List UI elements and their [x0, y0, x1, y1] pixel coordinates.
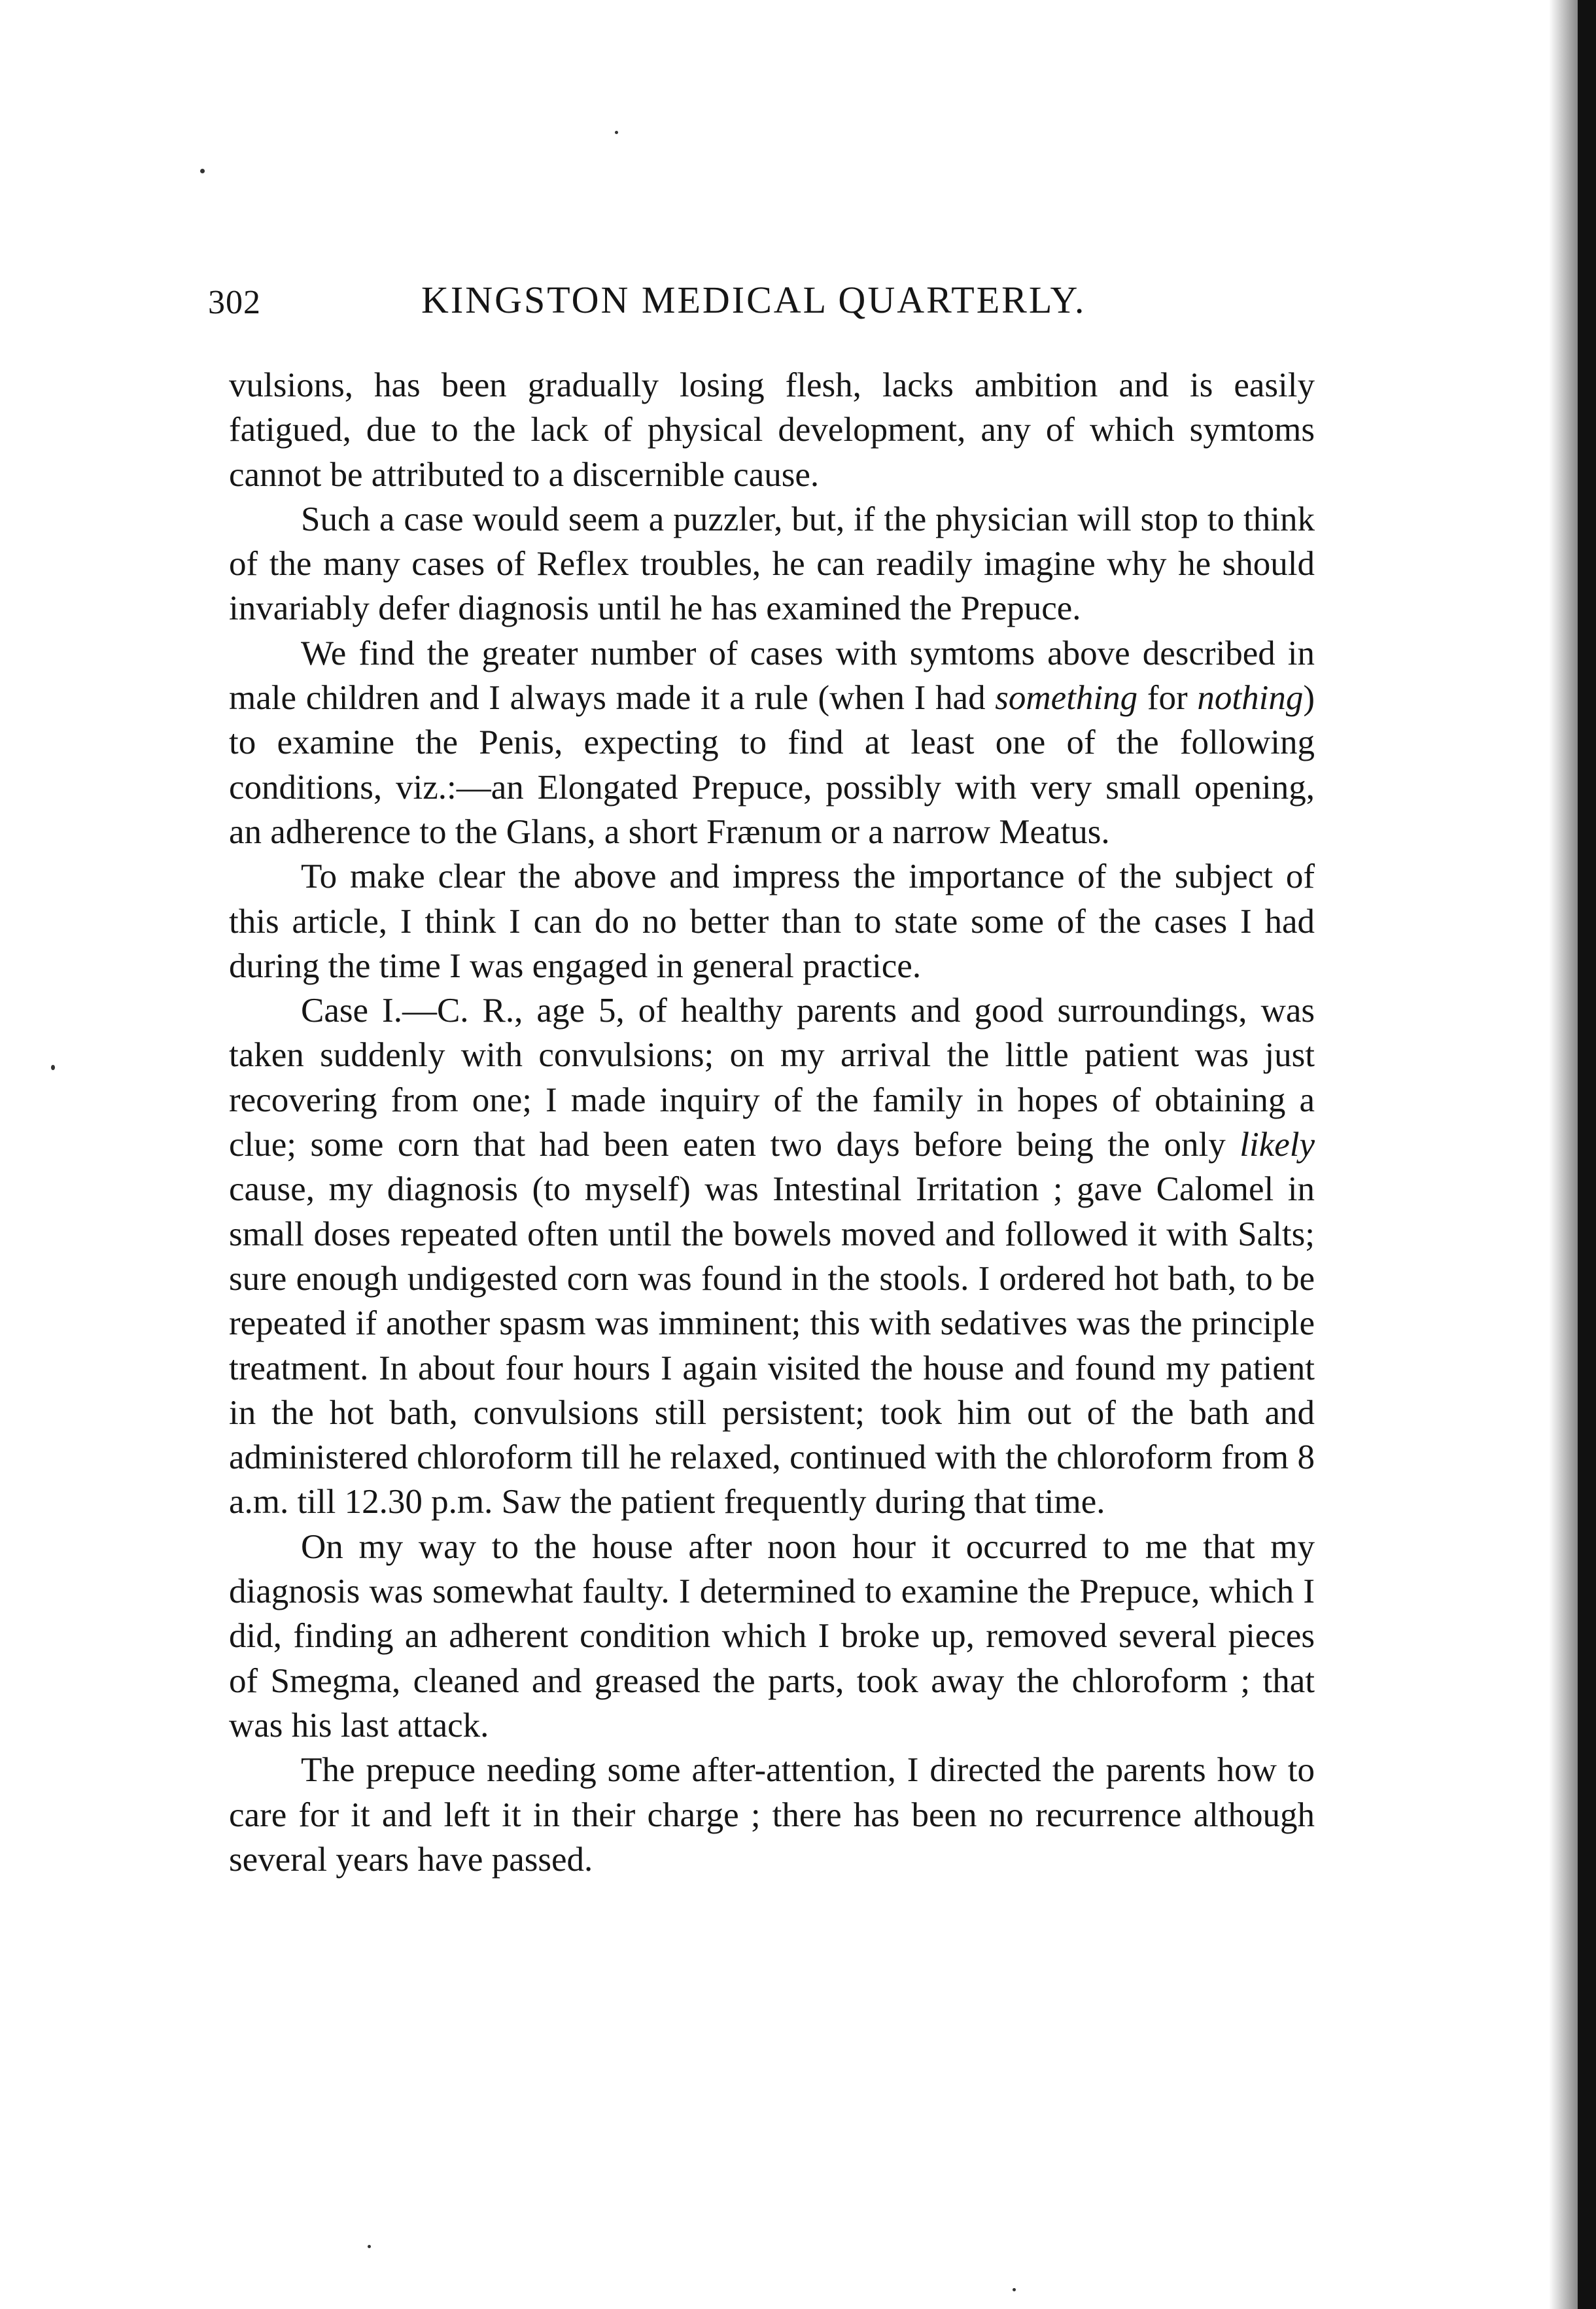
scan-speck: [200, 169, 205, 173]
paragraph: [229, 988, 1315, 1525]
scan-edge-shadow: [1549, 0, 1578, 2309]
scan-speck: [615, 131, 618, 134]
paragraph-text: The prepuce needing some after-attention, I directed the parents how to care for it and left it in their charge ; there has been no recurrence although several years have passed.: [229, 1751, 1315, 1879]
paragraph-text: On my way to the house after noon hour it occurred to me that my diagnosis was somewhat faulty. I determined to examine the Prepuce, which I did, finding an adherent condition which I broke up, removed several pieces of Smegma, cleaned and greased the parts, took away the chloroform ; that was his last attack.: [229, 1527, 1315, 1745]
article-body: [229, 363, 1315, 1882]
italic-text: nothing: [1197, 679, 1304, 718]
paragraph: [229, 1748, 1315, 1882]
paragraph: [229, 497, 1315, 631]
italic-text: something: [995, 679, 1138, 718]
paragraph-text: for: [1137, 679, 1198, 718]
paragraph-text: vulsions, has been gradually losing flesh, lacks ambition and is easily fatigued, due to the lack of physical development, any of which symtoms cannot be attributed to a discernible cause.: [229, 366, 1315, 494]
scan-speck: [51, 1065, 55, 1070]
paragraph: [229, 1525, 1315, 1748]
paragraph-text: Case I.—C. R., age 5, of healthy parents and good surroundings, was taken suddenly with convulsions; on my arrival the little patient was just recovering from one; I made inquiry of the family in hopes of obtaining a clue; some corn that had been eaten two days before being the only: [229, 992, 1315, 1164]
paragraph: [229, 854, 1315, 988]
page-number: 302: [208, 284, 261, 321]
paragraph-text: ) to examine the Penis, expecting to find at least one of the following conditions, viz.:—an Elongated Prepuce, possibly with very small opening, an adherence to the Glans, a short Frænum or a narrow Meatus.: [229, 679, 1315, 851]
paragraph-text: We find the greater number of cases with symtoms above described in male children and I always made it a rule (when I had: [229, 634, 1315, 718]
paragraph: [229, 363, 1315, 497]
running-head: KINGSTON MEDICAL QUARTERLY.: [421, 279, 1086, 321]
paragraph-text: Such a case would seem a puzzler, but, if the physician will stop to think of the many cases of Reflex troubles, he can readily imagine why he should invariably defer diagnosis until he has examined the Prepuce.: [229, 500, 1315, 628]
scan-speck: [368, 2245, 371, 2248]
page-header: [208, 278, 1320, 324]
paragraph-text: cause, my diagnosis (to myself) was Intestinal Irritation ; gave Calomel in small doses repeated often until the bowels moved and followed it with Salts; sure enough undigested corn was found in the stools. I ordered hot bath, to be repeated if another spasm was imminent; this with sedatives was the principle treatment. In about four hours I again visited the house and found my patient in the hot bath, convulsions still persistent; took him out of the bath and administered chloroform till he relaxed, continued with the chloroform from 8 a.m. till 12.30 p.m. Saw the patient frequently during that time.: [229, 1170, 1315, 1521]
paragraph: [229, 631, 1315, 854]
scan-speck: [1013, 2288, 1016, 2291]
scan-edge: [1578, 0, 1596, 2309]
italic-text: likely: [1240, 1126, 1315, 1164]
paragraph-text: To make clear the above and impress the importance of the subject of this article, I think I can do no better than to state some of the cases I had during the time I was engaged in general practice.: [229, 858, 1315, 985]
